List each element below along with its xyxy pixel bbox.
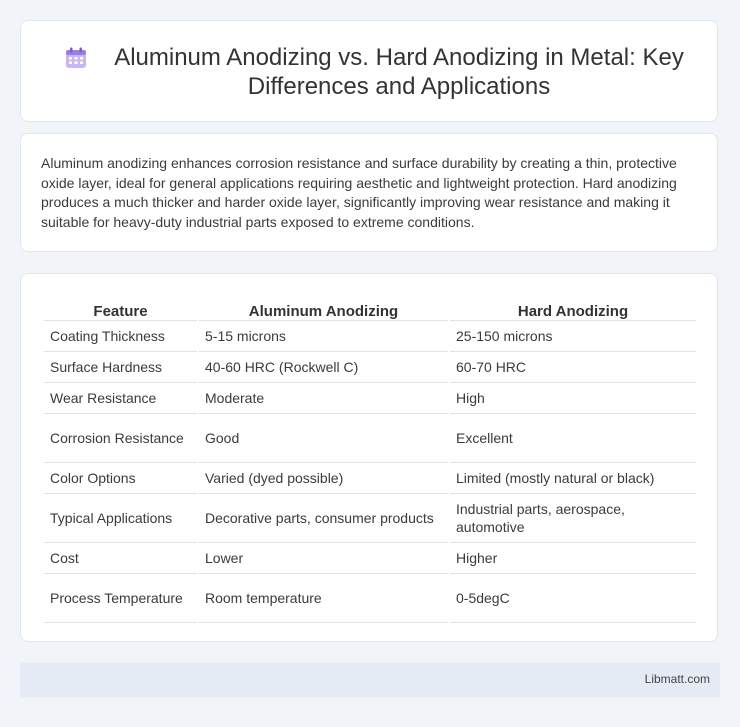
- hard-cell: Industrial parts, aerospace, automotive: [450, 494, 696, 543]
- table-row: [44, 383, 696, 414]
- aluminum-cell: Room temperature: [199, 574, 448, 623]
- header-hard-anodizing: Hard Anodizing: [450, 294, 696, 321]
- header-feature: Feature: [44, 294, 197, 321]
- aluminum-cell: Moderate: [199, 383, 448, 414]
- feature-cell: Cost: [44, 543, 197, 574]
- calendar-icon: [65, 47, 87, 69]
- table-row: [44, 543, 696, 574]
- table-row: [44, 574, 696, 623]
- feature-cell: Corrosion Resistance: [44, 414, 197, 463]
- footer: [20, 663, 720, 697]
- aluminum-cell: Decorative parts, consumer products: [199, 494, 448, 543]
- hard-cell: Excellent: [450, 414, 696, 463]
- page-title: Aluminum Anodizing vs. Hard Anodizing in Metal: Key Differences and Applications: [114, 44, 684, 100]
- table-row: [44, 414, 696, 463]
- footer-brand: Libmatt.com: [644, 672, 710, 686]
- table-row: [44, 321, 696, 352]
- aluminum-cell: Varied (dyed possible): [199, 463, 448, 494]
- feature-cell: Coating Thickness: [44, 321, 197, 352]
- comparison-card: [20, 273, 718, 642]
- feature-cell: Color Options: [44, 463, 197, 494]
- aluminum-cell: Good: [199, 414, 448, 463]
- header-aluminum-anodizing: Aluminum Anodizing: [199, 294, 448, 321]
- feature-cell: Wear Resistance: [44, 383, 197, 414]
- table-row: [44, 494, 696, 543]
- comparison-table: [42, 294, 698, 623]
- aluminum-cell: 5-15 microns: [199, 321, 448, 352]
- aluminum-cell: Lower: [199, 543, 448, 574]
- hard-cell: 60-70 HRC: [450, 352, 696, 383]
- hard-cell: 25-150 microns: [450, 321, 696, 352]
- summary-card: [20, 133, 718, 252]
- table-header-row: [44, 294, 696, 321]
- summary-text: Aluminum anodizing enhances corrosion resistance and surface durability by creating a thin, protective oxide layer, ideal for general applications requiring aesthetic and lightweight protection. Hard anodizing produces a much thicker and harder oxide layer, significantly improving wear resistance and making it suitable for heavy-duty industrial parts exposed to extreme conditions.: [41, 155, 677, 230]
- hard-cell: High: [450, 383, 696, 414]
- feature-cell: Process Temperature: [44, 574, 197, 623]
- hard-cell: Limited (mostly natural or black): [450, 463, 696, 494]
- table-row: [44, 463, 696, 494]
- feature-cell: Typical Applications: [44, 494, 197, 543]
- aluminum-cell: 40-60 HRC (Rockwell C): [199, 352, 448, 383]
- hard-cell: 0-5degC: [450, 574, 696, 623]
- title-card: [20, 20, 718, 122]
- table-row: [44, 352, 696, 383]
- feature-cell: Surface Hardness: [44, 352, 197, 383]
- hard-cell: Higher: [450, 543, 696, 574]
